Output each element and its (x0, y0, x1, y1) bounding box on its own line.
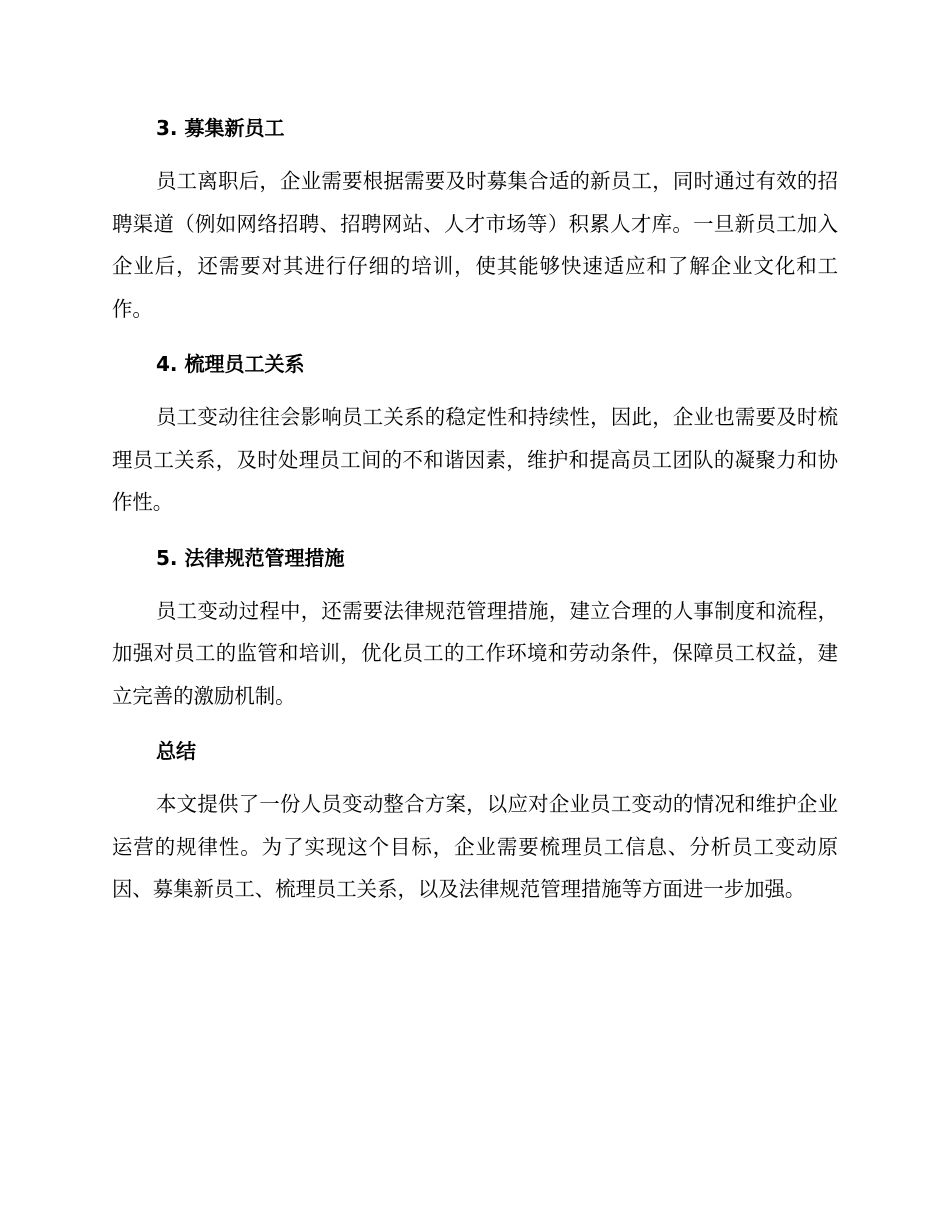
section-heading-legal: 5. 法律规范管理措施 (156, 545, 345, 570)
section-paragraph-legal: 员工变动过程中，还需要法律规范管理措施，建立合理的人事制度和流程，加强对员工的监管和培训，优化员工的工作环境和劳动条件，保障员工权益，建立完善的激励机制。 (112, 598, 838, 708)
section-heading-recruit: 3. 募集新员工 (156, 116, 285, 140)
section-heading-summary: 总结 (156, 739, 196, 763)
section-paragraph-summary: 本文提供了一份人员变动整合方案，以应对企业员工变动的情况和维护企业运营的规律性。为了实现这个目标，企业需要梳理员工信息、分析员工变动原因、募集新员工、梳理员工关系，以及法律规范管理措施等方面进一步加强。 (112, 792, 838, 901)
section-paragraph-relations: 员工变动往往会影响员工关系的稳定性和持续性，因此，企业也需要及时梳理员工关系，及时处理员工间的不和谐因素，维护和提高员工团队的凝聚力和协作性。 (112, 405, 838, 514)
section-heading-relations: 4. 梳理员工关系 (156, 352, 305, 376)
section-paragraph-recruit: 员工离职后，企业需要根据需要及时募集合适的新员工，同时通过有效的招聘渠道（例如网络招聘、招聘网站、人才市场等）积累人才库。一旦新员工加入企业后，还需要对其进行仔细的培训，使其能够快速适应和了解企业文化和工作。 (112, 169, 838, 321)
